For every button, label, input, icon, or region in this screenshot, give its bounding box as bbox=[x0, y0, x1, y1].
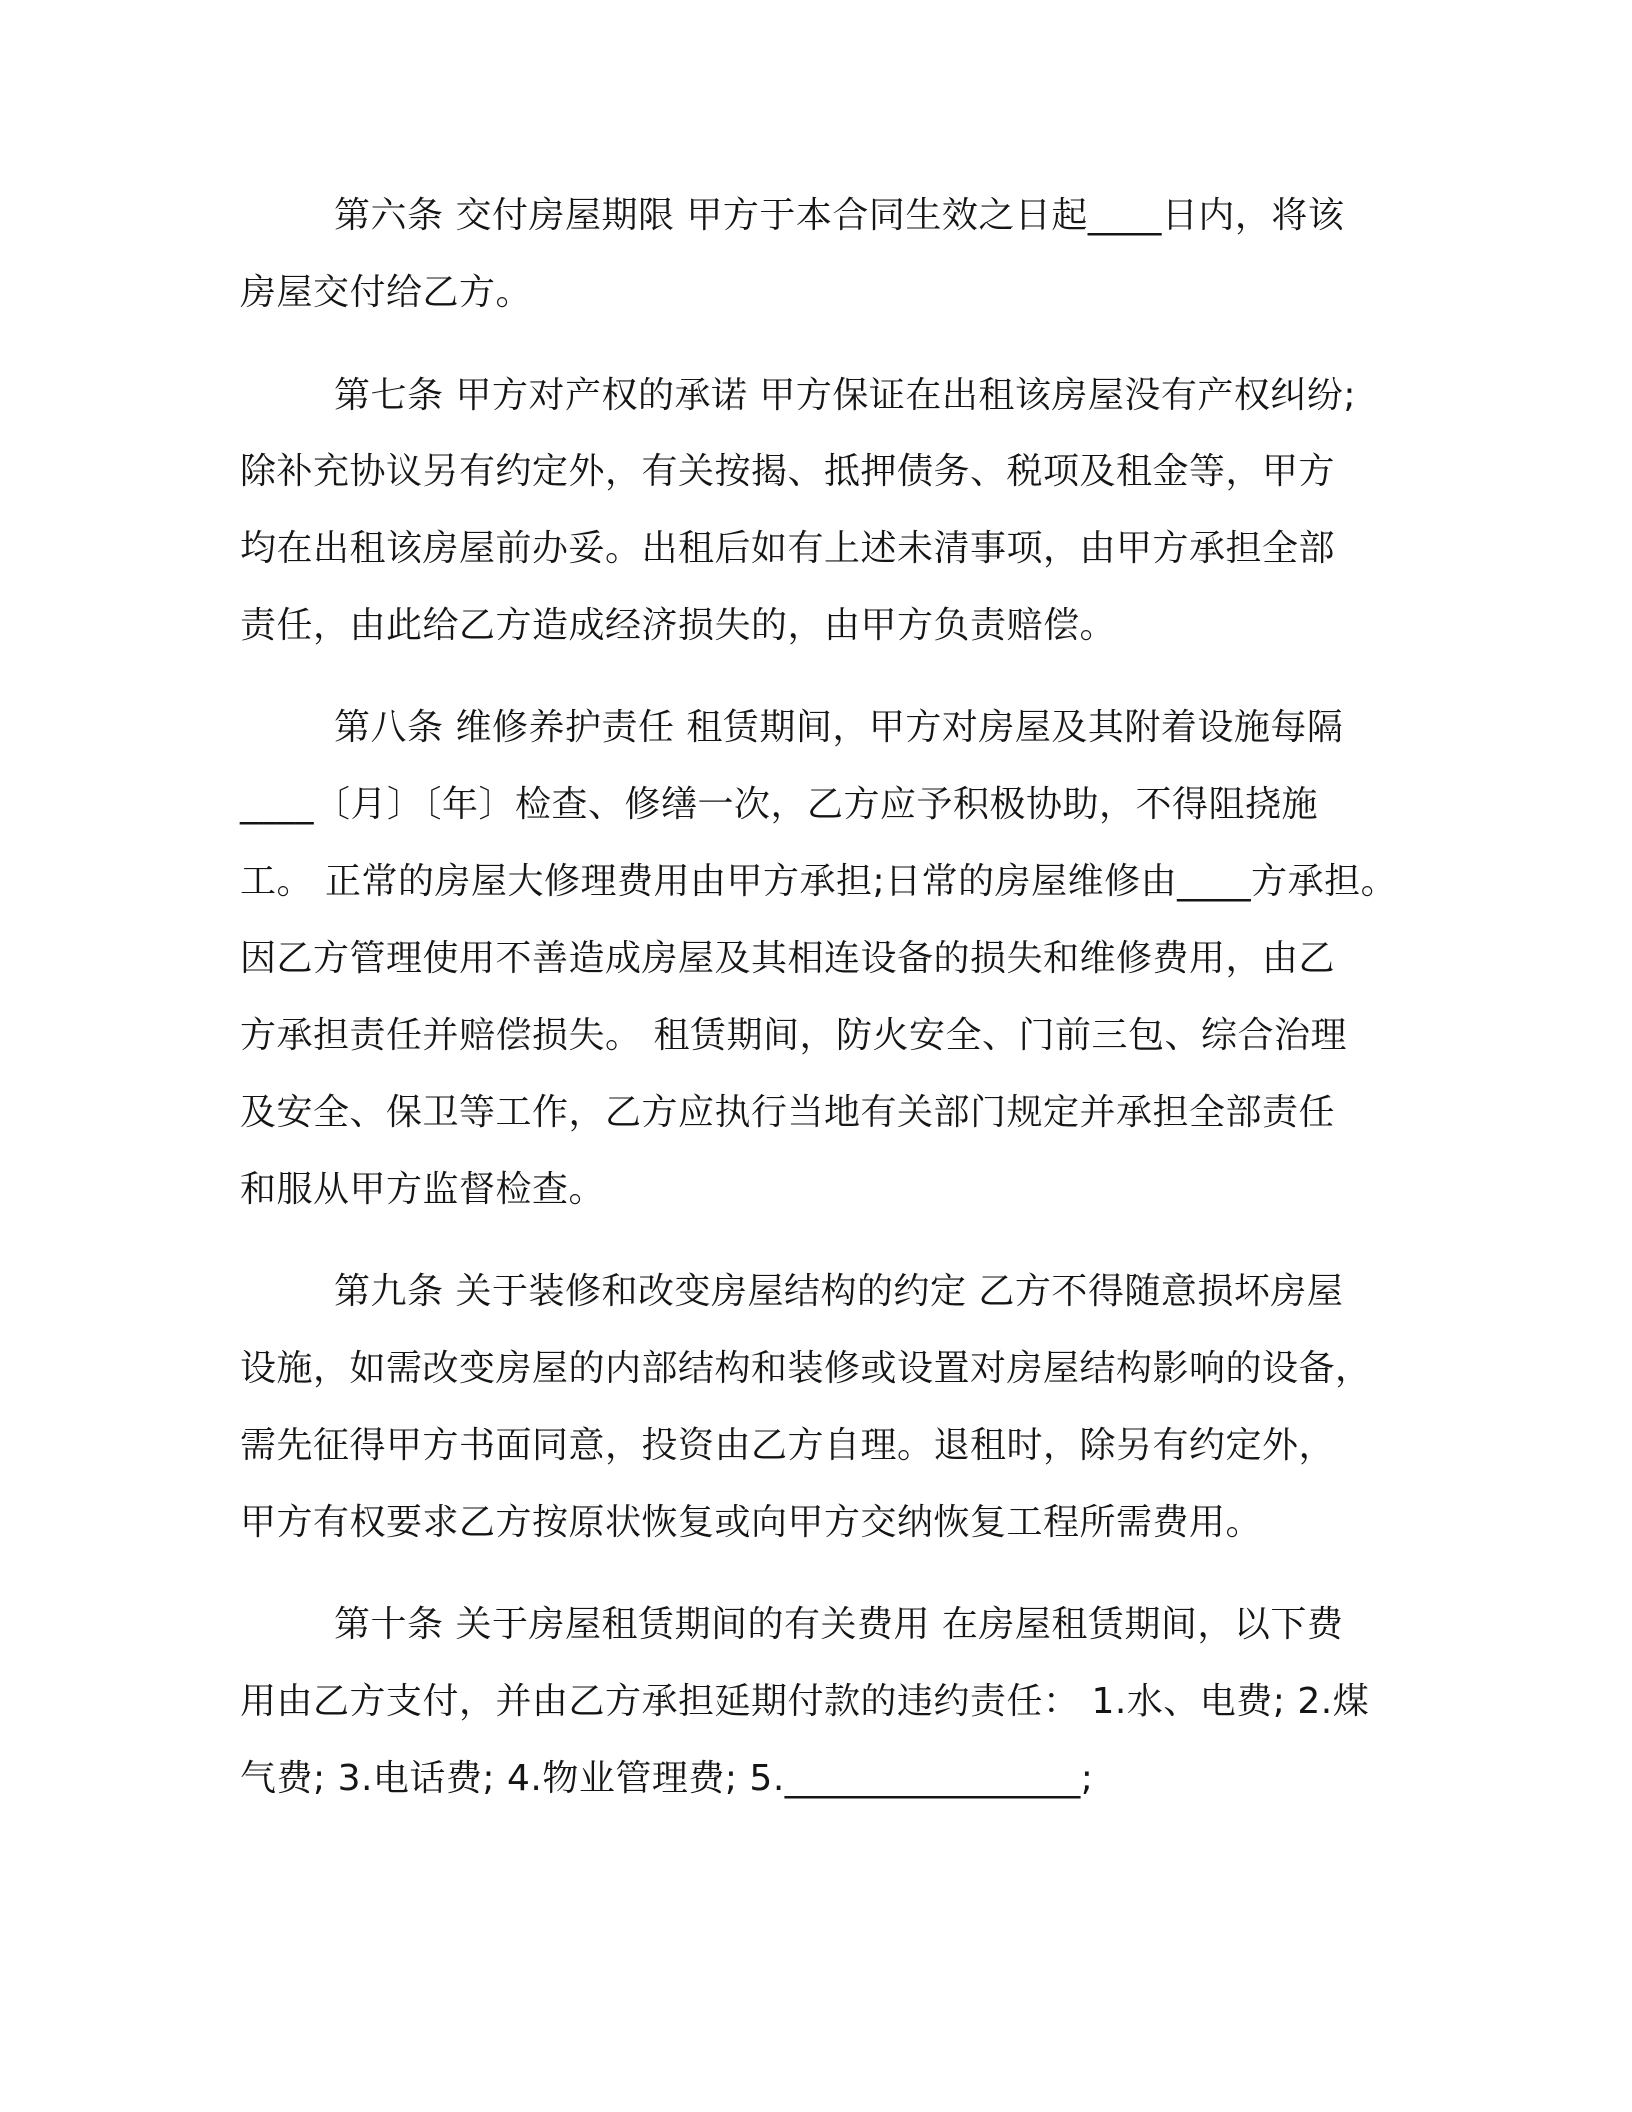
article-7-line-4: 责任，由此给乙方造成经济损失的，由甲方负责赔偿。 bbox=[240, 605, 1117, 646]
article-8-line-2: ____〔月〕〔年〕检查、修缮一次，乙方应予积极协助，不得阻挠施 bbox=[240, 784, 1319, 825]
article-10-line-2: 用由乙方支付，并由乙方承担延期付款的违约责任： 1.水、电费; 2.煤 bbox=[240, 1681, 1370, 1722]
article-8-line-1: 第八条 维修养护责任 租赁期间，甲方对房屋及其附着设施每隔 bbox=[334, 707, 1344, 748]
article-8-line-7: 和服从甲方监督检查。 bbox=[240, 1169, 606, 1210]
article-7-line-3: 均在出租该房屋前办妥。出租后如有上述未清事项，由甲方承担全部 bbox=[240, 528, 1336, 569]
article-7-line-2: 除补充协议另有约定外，有关按揭、抵押债务、税项及租金等，甲方 bbox=[240, 451, 1336, 492]
article-10-line-3: 气费; 3.电话费; 4.物业管理费; 5.________________; bbox=[240, 1758, 1094, 1799]
article-6-line-2: 房屋交付给乙方。 bbox=[240, 272, 533, 313]
article-7-line-1: 第七条 甲方对产权的承诺 甲方保证在出租该房屋没有产权纠纷; bbox=[334, 375, 1357, 416]
article-9-line-3: 需先征得甲方书面同意，投资由乙方自理。退租时，除另有约定外， bbox=[240, 1425, 1336, 1466]
article-8-line-4: 因乙方管理使用不善造成房屋及其相连设备的损失和维修费用，由乙 bbox=[240, 938, 1336, 979]
article-8-line-5: 方承担责任并赔偿损失。 租赁期间，防火安全、门前三包、综合治理 bbox=[240, 1015, 1347, 1056]
article-8-line-6: 及安全、保卫等工作，乙方应执行当地有关部门规定并承担全部责任 bbox=[240, 1092, 1336, 1133]
article-10-line-1: 第十条 关于房屋租赁期间的有关费用 在房屋租赁期间，以下费 bbox=[334, 1604, 1344, 1645]
article-6-line-1: 第六条 交付房屋期限 甲方于本合同生效之日起____日内，将该 bbox=[334, 195, 1345, 236]
article-9-line-2: 设施，如需改变房屋的内部结构和装修或设置对房屋结构影响的设备， bbox=[240, 1348, 1372, 1389]
article-9-line-4: 甲方有权要求乙方按原状恢复或向甲方交纳恢复工程所需费用。 bbox=[240, 1502, 1263, 1543]
article-8-line-3: 工。 正常的房屋大修理费用由甲方承担;日常的房屋维修由____方承担。 bbox=[240, 861, 1398, 902]
article-9-line-1: 第九条 关于装修和改变房屋结构的约定 乙方不得随意损坏房屋 bbox=[334, 1271, 1344, 1312]
